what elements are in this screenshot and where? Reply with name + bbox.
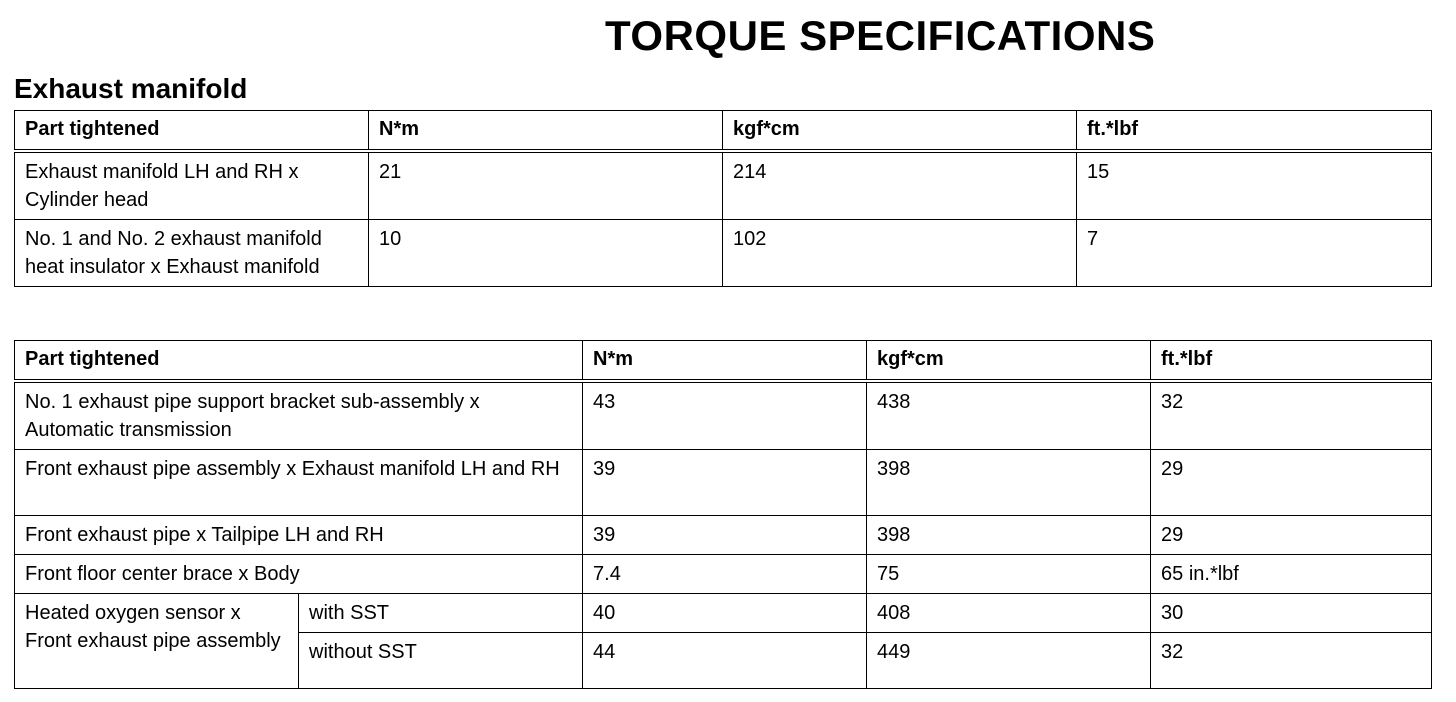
header-nm: N*m xyxy=(369,111,723,151)
table-row xyxy=(15,449,1432,515)
cell-ftlbf: 15 xyxy=(1077,151,1432,220)
cell-nm: 7.4 xyxy=(583,554,867,593)
table-row xyxy=(15,554,1432,593)
cell-condition: with SST xyxy=(299,593,583,632)
cell-nm: 21 xyxy=(369,151,723,220)
cell-kgfcm: 214 xyxy=(723,151,1077,220)
exhaust-manifold-torque-table xyxy=(14,110,1432,287)
header-ftlbf: ft.*lbf xyxy=(1077,111,1432,151)
table-row xyxy=(15,151,1432,220)
header-part-tightened: Part tightened xyxy=(15,341,583,381)
table-row xyxy=(15,219,1432,286)
table-header-row xyxy=(15,111,1432,151)
cell-ftlbf: 65 in.*lbf xyxy=(1151,554,1432,593)
section-title: Exhaust manifold xyxy=(14,73,248,104)
cell-nm: 39 xyxy=(583,449,867,515)
cell-kgfcm: 398 xyxy=(867,449,1151,515)
header-kgfcm: kgf*cm xyxy=(867,341,1151,381)
header-nm: N*m xyxy=(583,341,867,381)
exhaust-pipe-torque-table xyxy=(14,340,1432,689)
cell-ftlbf: 29 xyxy=(1151,515,1432,554)
table-row xyxy=(15,515,1432,554)
cell-nm: 39 xyxy=(583,515,867,554)
table-row xyxy=(15,593,1432,632)
cell-ftlbf: 32 xyxy=(1151,381,1432,450)
cell-nm: 44 xyxy=(583,632,867,688)
cell-nm: 10 xyxy=(369,219,723,286)
cell-part: No. 1 and No. 2 exhaust manifold heat insulator x Exhaust manifold xyxy=(15,219,369,286)
header-part-tightened: Part tightened xyxy=(15,111,369,151)
cell-kgfcm: 438 xyxy=(867,381,1151,450)
cell-ftlbf: 7 xyxy=(1077,219,1432,286)
cell-part: Front floor center brace x Body xyxy=(15,554,583,593)
cell-kgfcm: 75 xyxy=(867,554,1151,593)
cell-kgfcm: 408 xyxy=(867,593,1151,632)
cell-ftlbf: 29 xyxy=(1151,449,1432,515)
cell-condition: without SST xyxy=(299,632,583,688)
cell-part: No. 1 exhaust pipe support bracket sub-assembly x Automatic transmission xyxy=(15,381,583,450)
cell-part: Exhaust manifold LH and RH x Cylinder head xyxy=(15,151,369,220)
table-row xyxy=(15,381,1432,450)
cell-part: Front exhaust pipe x Tailpipe LH and RH xyxy=(15,515,583,554)
cell-nm: 40 xyxy=(583,593,867,632)
header-ftlbf: ft.*lbf xyxy=(1151,341,1432,381)
cell-kgfcm: 398 xyxy=(867,515,1151,554)
cell-kgfcm: 449 xyxy=(867,632,1151,688)
cell-kgfcm: 102 xyxy=(723,219,1077,286)
page-title: TORQUE SPECIFICATIONS xyxy=(605,12,1156,59)
cell-ftlbf: 32 xyxy=(1151,632,1432,688)
table-header-row xyxy=(15,341,1432,381)
header-kgfcm: kgf*cm xyxy=(723,111,1077,151)
cell-part: Heated oxygen sensor x Front exhaust pipe assembly xyxy=(15,593,299,688)
cell-part: Front exhaust pipe assembly x Exhaust manifold LH and RH xyxy=(15,449,583,515)
cell-nm: 43 xyxy=(583,381,867,450)
cell-ftlbf: 30 xyxy=(1151,593,1432,632)
